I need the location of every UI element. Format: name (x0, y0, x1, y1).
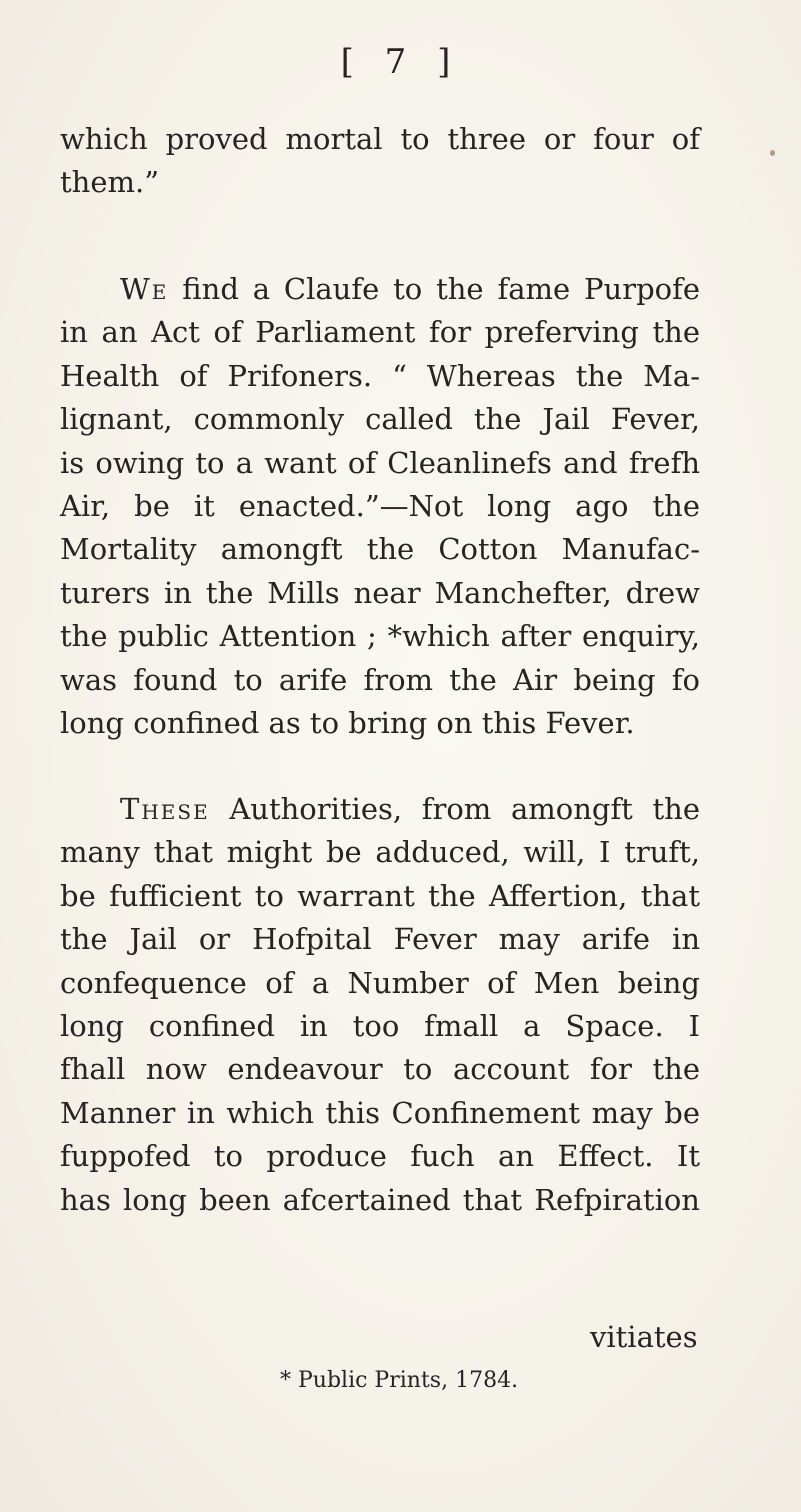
text-line (60, 268, 700, 311)
text-line: Mortality amongft the Cotton Manufac- (60, 532, 700, 567)
text-line: the public Attention ; *which after enquiry, (60, 619, 700, 654)
text-line: confequence of a Number of Men being (60, 965, 700, 1000)
text-line: long confined as to bring on this Fever. (60, 705, 635, 740)
text-line: them.” (60, 165, 160, 200)
text-line: lignant, commonly called the Jail Fever, (60, 402, 700, 437)
lead-word: These (120, 792, 210, 826)
catchword: vitiates (590, 1320, 698, 1354)
text-line: which proved mortal to three or four of (60, 122, 700, 156)
text-line: fuppofed to produce fuch an Effect. It (60, 1139, 700, 1174)
text-line: Manner in which this Confinement may be (60, 1095, 700, 1130)
text-line (60, 788, 700, 831)
text-line: turers in the Mills near Manchefter, drew (60, 575, 700, 610)
text-line: many that might be adduced, will, I truft, (60, 835, 700, 870)
text-line: in an Act of Parliament for preferving the (60, 315, 700, 350)
page-number: [ 7 ] (340, 42, 461, 82)
ink-speck (770, 150, 775, 156)
text-run: Authorities, from amongft the (209, 792, 700, 826)
text-line: long confined in too fmall a Space. I (60, 1008, 700, 1043)
paragraph-1 (60, 118, 700, 205)
text-line: has long been afcertained that Refpiration (60, 1182, 700, 1217)
text-line: be fufficient to warrant the Affertion, that (60, 878, 700, 913)
footnote: * Public Prints, 1784. (280, 1368, 519, 1393)
text-line: fhall now endeavour to account for the (60, 1052, 700, 1087)
text-line: the Jail or Hofpital Fever may arife in (60, 922, 700, 957)
text-line: was found to arife from the Air being fo (60, 662, 700, 697)
lead-word: We (120, 272, 169, 306)
paragraph-3 (60, 788, 700, 1222)
paragraph-2 (60, 268, 700, 745)
text-line: Air, be it enacted.”—Not long ago the (60, 488, 700, 523)
text-run: find a Claufe to the fame Purpofe (168, 272, 700, 306)
text-line: is owing to a want of Cleanlinefs and frefh (60, 445, 700, 480)
text-line: Health of Prifoners. “ Whereas the Ma- (60, 358, 700, 393)
